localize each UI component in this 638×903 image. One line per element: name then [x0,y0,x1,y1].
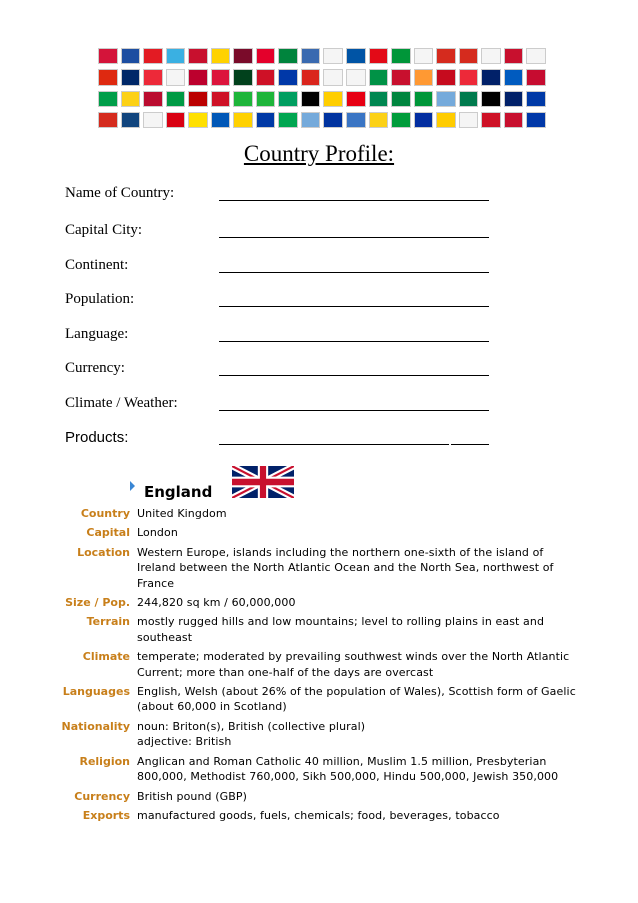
flag-icon [436,48,456,64]
flag-icon [323,48,343,64]
profile-key: Size / Pop. [65,596,130,610]
profile-key: Location [77,545,130,559]
flag-icon [233,91,253,107]
profile-row [60,684,580,715]
flag-icon [369,91,389,107]
profile-row [60,506,580,521]
profile-row [60,525,580,540]
flag-icon [346,69,366,85]
profile-value: London [137,526,178,540]
form-row-continent [65,257,495,279]
flag-icon [233,48,253,64]
flag-icon [256,91,276,107]
flag-icon [256,112,276,128]
form-row-population [65,291,495,313]
flag-icon [98,48,118,64]
population-label: Population: [65,291,135,307]
continent-label: Continent: [65,257,129,273]
profile-row [60,545,580,591]
flag-icon [369,69,389,85]
flag-icon [526,48,546,64]
flag-icon [323,91,343,107]
capital-city-blank[interactable] [219,237,489,238]
flag-icon [98,91,118,107]
flag-icon [346,91,366,107]
flag-icon [323,69,343,85]
profile-value: mostly rugged hills and low mountains; level to rolling plains in east and southeast [137,615,545,644]
flag-icon [414,48,434,64]
profile-row [60,789,580,804]
flag-icon [369,112,389,128]
products-blank-extra[interactable] [451,444,489,445]
flag-icon [526,112,546,128]
flag-icon [459,69,479,85]
flag-icon [121,48,141,64]
flag-icon [346,112,366,128]
currency-label: Currency: [65,360,125,376]
form-row-language [65,326,495,348]
profile-key: Climate [82,650,130,664]
profile-value: 244,820 sq km / 60,000,000 [137,596,296,610]
flag-icon [278,91,298,107]
flag-icon [98,112,118,128]
currency-blank[interactable] [219,375,489,376]
flag-icon [301,112,321,128]
profile-key: Languages [62,685,130,699]
profile-row [60,649,580,680]
flag-icon [323,112,343,128]
flag-icon [481,112,501,128]
flag-icon [278,69,298,85]
flag-icon [278,48,298,64]
profile-value: noun: Briton(s), British (collective plural) adjective: British [137,719,366,749]
flag-icon [211,112,231,128]
form-row-currency [65,360,495,382]
form-row-climate [65,395,495,417]
flag-icon [188,48,208,64]
name-of-country-label: Name of Country: [65,185,175,201]
flag-icon [233,112,253,128]
country-profile-table [60,506,580,827]
flag-icon [211,48,231,64]
flag-icon [414,69,434,85]
flag-icon [391,48,411,64]
flag-icon [278,112,298,128]
flag-banner [98,48,546,128]
flag-icon [526,91,546,107]
flag-icon [301,48,321,64]
language-blank[interactable] [219,341,489,342]
flag-icon [143,48,163,64]
profile-value: English, Welsh (about 26% of the population of Wales), Scottish form of Gaelic (about 60,000 in Scotland) [137,685,576,714]
flag-icon [143,112,163,128]
profile-key: Capital [86,526,130,540]
flag-icon [504,112,524,128]
flag-icon [166,112,186,128]
climate-weather-label: Climate / Weather: [65,395,178,411]
flag-icon [301,69,321,85]
flag-icon [98,69,118,85]
flag-icon [459,48,479,64]
climate-weather-blank[interactable] [219,410,489,411]
profile-value: Anglican and Roman Catholic 40 million, Muslim 1.5 million, Presbyterian 800,000, Methodist 760,000, Sikh 500,000, Hindu 500,000, Jewish 350,000 [137,754,559,784]
flag-icon [481,69,501,85]
population-blank[interactable] [219,306,489,307]
name-of-country-blank[interactable] [219,200,489,201]
profile-value: manufactured goods, fuels, chemicals; food, beverages, tobacco [137,808,500,822]
flag-icon [436,69,456,85]
flag-icon [504,91,524,107]
flag-icon [188,91,208,107]
flag-icon [526,69,546,85]
profile-value: Western Europe, islands including the northern one-sixth of the island of Ireland between the North Atlantic Ocean and the North Sea, northwest of France [137,545,554,590]
form-row-capital [65,222,495,244]
products-label: Products: [65,429,129,446]
flag-icon [414,91,434,107]
uk-flag-icon [232,466,294,498]
flag-icon [233,69,253,85]
profile-key: Currency [74,789,130,803]
flag-icon [143,69,163,85]
flag-icon [346,48,366,64]
flag-icon [436,112,456,128]
flag-icon [166,48,186,64]
profile-row [60,595,580,610]
flag-icon [256,48,276,64]
profile-row [60,614,580,645]
flag-icon [481,91,501,107]
continent-blank[interactable] [219,272,489,273]
capital-city-label: Capital City: [65,222,143,238]
flag-icon [391,91,411,107]
page-title: Country Profile: [243,141,395,166]
flag-icon [301,91,321,107]
profile-value: temperate; moderated by prevailing southwest winds over the North Atlantic Current; more than one-half of the days are overcast [137,650,570,679]
flag-icon [414,112,434,128]
profile-key: Nationality [61,719,130,733]
profile-value: British pound (GBP) [137,789,248,803]
flag-icon [121,91,141,107]
flag-icon [256,69,276,85]
profile-value: United Kingdom [137,507,227,520]
flag-icon [166,69,186,85]
profile-row [60,719,580,750]
flag-icon [504,69,524,85]
flag-icon [188,112,208,128]
flag-icon [211,69,231,85]
flag-icon [459,91,479,107]
flag-icon [436,91,456,107]
bullet-triangle-icon [130,481,135,491]
form-row-products [65,429,495,451]
flag-icon [369,48,389,64]
profile-key: Religion [79,754,130,768]
flag-icon [504,48,524,64]
flag-icon [459,112,479,128]
profile-row [60,754,580,785]
flag-icon [121,69,141,85]
flag-icon [211,91,231,107]
profile-key: Exports [82,808,130,822]
flag-icon [166,91,186,107]
profile-key: Terrain [86,615,130,629]
flag-icon [391,69,411,85]
flag-icon [391,112,411,128]
flag-icon [481,48,501,64]
profile-row [60,808,580,823]
form-row-name [65,185,495,207]
language-label: Language: [65,326,129,342]
flag-icon [188,69,208,85]
flag-icon [143,91,163,107]
profile-key: Country [80,507,130,520]
country-heading: England [144,483,213,501]
products-blank[interactable] [219,444,449,445]
flag-icon [121,112,141,128]
